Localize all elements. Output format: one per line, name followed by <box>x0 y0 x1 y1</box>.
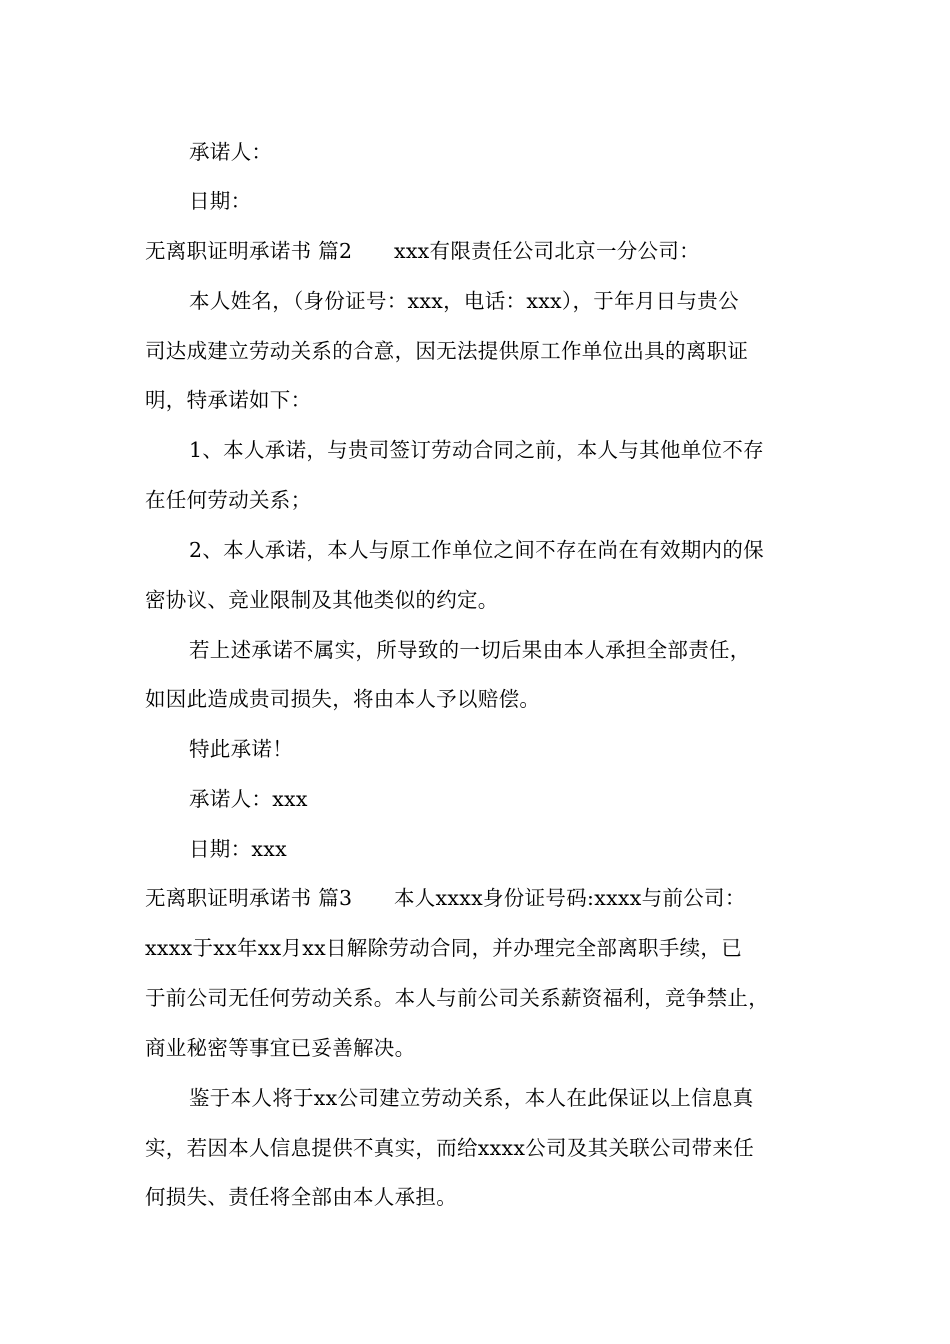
paragraph-line: 2、本人承诺，本人与原工作单位之间不存在尚在有效期内的保 <box>189 538 764 562</box>
paragraph-line: 于前公司无任何劳动关系。本人与前公司关系薪资福利，竞争禁止， <box>145 986 769 1010</box>
paragraph-line: 若上述承诺不属实，所导致的一切后果由本人承担全部责任， <box>189 638 751 662</box>
paragraph-line: 商业秘密等事宜已妥善解决。 <box>145 1036 416 1060</box>
section-heading-2: 无离职证明承诺书 篇2 xxx有限责任公司北京一分公司： <box>145 239 700 263</box>
paragraph-line: 如因此造成贵司损失，将由本人予以赔偿。 <box>145 687 541 711</box>
paragraph-line: 明，特承诺如下： <box>145 388 312 412</box>
paragraph-line: 密协议、竞业限制及其他类似的约定。 <box>145 588 499 612</box>
paragraph-line: 实，若因本人信息提供不真实，而给xxxx公司及其关联公司带来任 <box>145 1136 755 1160</box>
paragraph-line: 鉴于本人将于xx公司建立劳动关系，本人在此保证以上信息真 <box>189 1086 754 1110</box>
section-heading-3: 无离职证明承诺书 篇3 本人xxxx身份证号码:xxxx与前公司： <box>145 886 746 910</box>
date-label: 日期：xxx <box>189 837 287 861</box>
paragraph-line: 司达成建立劳动关系的合意，因无法提供原工作单位出具的离职证 <box>145 339 749 363</box>
paragraph-line: xxxx于xx年xx月xx日解除劳动合同，并办理完全部离职手续，已 <box>145 936 743 960</box>
signatory-label: 承诺人： <box>189 140 273 164</box>
paragraph-line: 在任何劳动关系； <box>145 488 312 512</box>
closing-statement: 特此承诺！ <box>189 737 293 761</box>
paragraph-line: 本人姓名，（身份证号：xxx，电话：xxx），于年月日与贵公 <box>189 289 739 313</box>
date-label: 日期： <box>189 189 252 213</box>
paragraph-line: 1、本人承诺，与贵司签订劳动合同之前，本人与其他单位不存 <box>189 438 764 462</box>
signatory-label: 承诺人：xxx <box>189 787 308 811</box>
paragraph-line: 何损失、责任将全部由本人承担。 <box>145 1185 457 1209</box>
